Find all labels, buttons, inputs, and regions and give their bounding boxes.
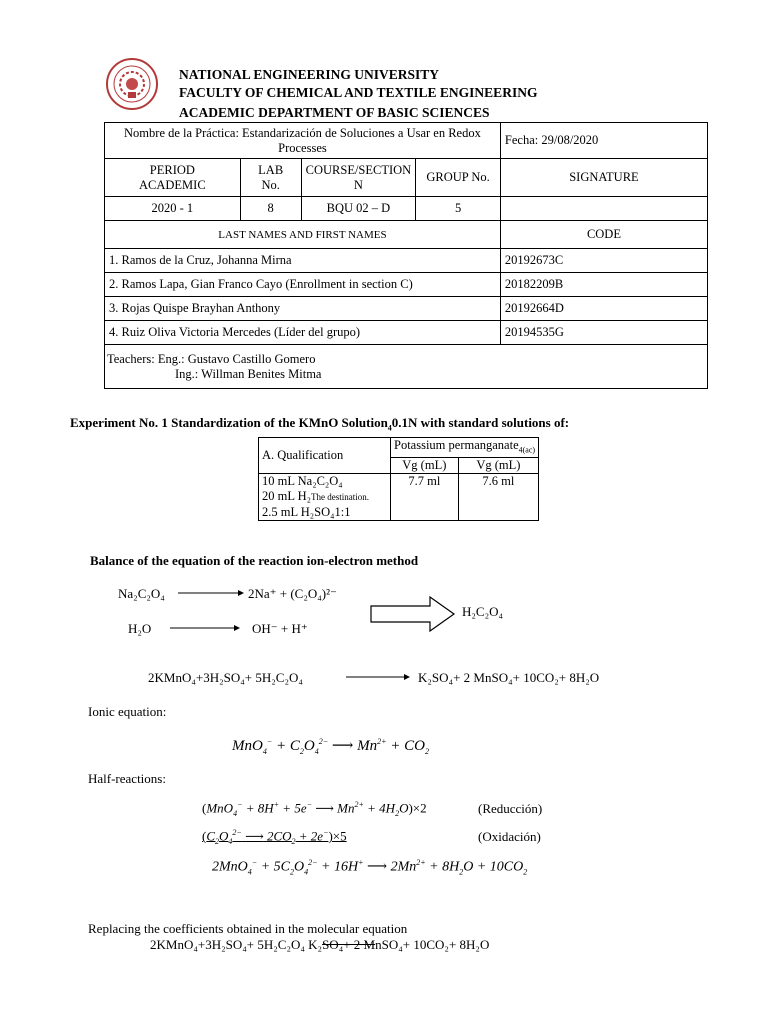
period-value: 2020 - 1 — [105, 197, 241, 221]
member-name: 3. Rojas Quispe Brayhan Anthony — [105, 297, 501, 321]
practice-name: Nombre de la Práctica: Estandarización de Soluciones a Usar en Redox Processes — [105, 123, 501, 159]
group-value: 5 — [416, 197, 501, 221]
qualification-header: A. Qualification — [259, 438, 391, 474]
ionic-equation: $MnO_4^- + C_2O_4^{2-}$ ⟶ $Mn^{2+} + CO_2$ — [232, 737, 430, 756]
final-molecular-equation: 2KMnO₄+3H₂SO₄+ 5H₂C₂O₄ K₂SO₄+ 2 MnSO₄+ 10CO₂+ 8H₂O — [150, 937, 490, 952]
member-name: 1. Ramos de la Cruz, Johanna Mirna — [105, 249, 501, 273]
oxidation-label: (Oxidación) — [478, 829, 541, 844]
names-header: LAST NAMES AND FIRST NAMES — [105, 221, 501, 249]
oxidation-equation: ($C_2O_4^{2-}$ ⟶ $2CO_2 + 2e^-)\times 5$ — [202, 828, 347, 846]
teacher-line-2: Ing.: Willman Benites Mitma — [175, 366, 322, 381]
signature-header: SIGNATURE — [500, 159, 707, 197]
reaction1-right: 2Na⁺ + (C₂O₄)²⁻ — [248, 586, 337, 601]
course-header: COURSE/SECTION N — [301, 159, 416, 197]
faculty-name: FACULTY OF CHEMICAL AND TEXTILE ENGINEERING — [179, 85, 538, 100]
lab-header: LAB No. — [240, 159, 301, 197]
reaction-arrow-icon — [170, 623, 240, 633]
lab-value: 8 — [240, 197, 301, 221]
reaction2-left: H₂O — [128, 621, 152, 636]
balance-title: Balance of the equation of the reaction ion-electron method — [90, 553, 419, 568]
university-seal-icon — [106, 58, 158, 110]
member-name: 2. Ramos Lapa, Gian Franco Cayo (Enrollment in section C) — [105, 273, 501, 297]
reaction-arrow-icon — [346, 672, 410, 682]
group-header: GROUP No. — [416, 159, 501, 197]
qualification-table — [258, 437, 539, 521]
molecular-left: 2KMnO₄+3H₂SO₄+ 5H₂C₂O₄ — [148, 670, 303, 685]
vg2-header: Vg (mL) — [458, 458, 538, 474]
net-ionic-equation: $2MnO_4^- + 5C_2O_4^{2-} + 16H^+$ ⟶ $2Mn^{2+} + 8H_2O + 10CO_2$ — [212, 858, 528, 877]
replacing-label: Replacing the coefficients obtained in the molecular equation — [88, 921, 408, 936]
member-code: 20182209B — [500, 273, 707, 297]
member-code: 20192664D — [500, 297, 707, 321]
reaction1-left: Na₂C₂O₄ — [118, 586, 165, 601]
vg1-value: 7.7 ml — [391, 474, 459, 521]
ionic-label: Ionic equation: — [88, 704, 167, 719]
molecular-right: K₂SO₄+ 2 MnSO₄+ 10CO₂+ 8H₂O — [418, 670, 600, 685]
teacher-line-1: Teachers: Eng.: Gustavo Castillo Gomero — [107, 351, 316, 366]
block-arrow-icon — [370, 596, 456, 632]
reduction-equation: (MnO$_4$− + 8H+ + 5e− ⟶ $Mn^{2+} + 4H_2O)\times 2$ — [202, 800, 427, 818]
permanganate-header: Potassium permanganate$_{4(ac)}$ — [391, 438, 539, 458]
product-formula: H₂C₂O₄ — [462, 604, 504, 619]
teachers-cell — [105, 345, 708, 389]
reaction-arrow-icon — [178, 588, 244, 598]
reaction2-right: OH⁻ + H⁺ — [252, 621, 308, 636]
code-header: CODE — [500, 221, 707, 249]
practice-date: Fecha: 29/08/2020 — [500, 123, 707, 159]
vg1-header: Vg (mL) — [391, 458, 459, 474]
member-name: 4. Ruiz Oliva Victoria Mercedes (Líder del grupo) — [105, 321, 501, 345]
lab-info-table — [104, 122, 708, 389]
member-code: 20192673C — [500, 249, 707, 273]
course-value: BQU 02 – D — [301, 197, 416, 221]
half-reactions-label: Half-reactions: — [88, 771, 166, 786]
experiment-title: Experiment No. 1 Standardization of the KMnO Solution$_4$0.1N with standard solutions of: — [70, 415, 570, 433]
department-name: ACADEMIC DEPARTMENT OF BASIC SCIENCES — [179, 105, 490, 120]
vg2-value: 7.6 ml — [458, 474, 538, 521]
signature-cell — [500, 197, 707, 221]
period-header: PERIOD ACADEMIC — [105, 159, 241, 197]
university-name: NATIONAL ENGINEERING UNIVERSITY — [179, 67, 440, 82]
solutions-cell: 10 mL Na₂C₂O₄ 20 mL H₂The destination. 2.5 mL H₂SO₄1:1 — [259, 474, 391, 521]
member-code: 20194535G — [500, 321, 707, 345]
reduction-label: (Reducción) — [478, 801, 543, 816]
